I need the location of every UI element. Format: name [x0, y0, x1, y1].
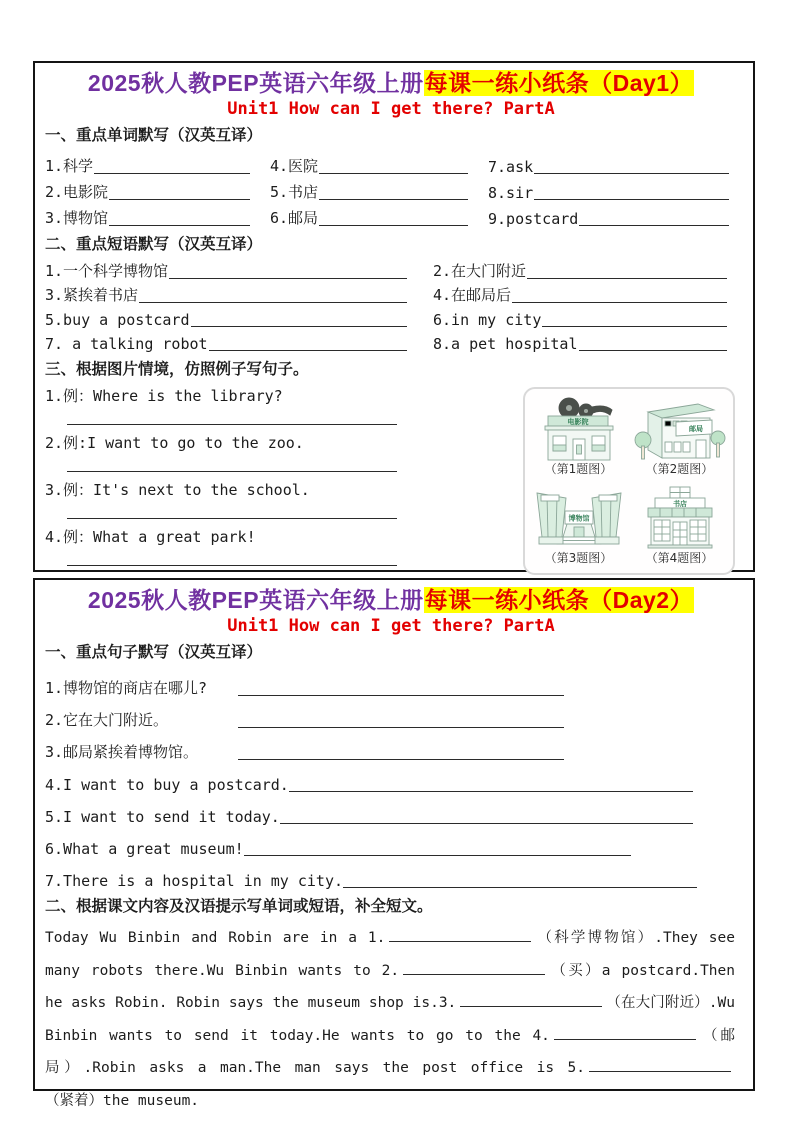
sentence-item — [45, 794, 737, 826]
chinese-hint: （科学博物馆） — [535, 930, 655, 946]
day2-card — [33, 578, 755, 1109]
picture-cell — [631, 485, 728, 570]
building-sign: 博物馆 — [568, 514, 589, 523]
day1-phrases-heading: 二、重点短语默写（汉英互译） — [45, 235, 263, 253]
phrase-label: 3.紧挨着书店 — [45, 286, 139, 304]
word-item — [45, 176, 270, 202]
answer-blank — [527, 278, 727, 279]
phrase-item — [45, 329, 433, 353]
phrase-label: 2.在大门附近 — [433, 262, 527, 280]
chinese-hint: （紧着） — [45, 1092, 103, 1109]
picture-cell — [631, 396, 728, 481]
answer-blank — [579, 225, 729, 226]
answer-blank — [289, 791, 693, 792]
day1-writing-heading: 三、根据图片情境，仿照例子写句子。 — [45, 360, 309, 378]
day1-writing-section — [45, 385, 737, 575]
post-office-illustration — [634, 396, 726, 462]
answer-blank — [109, 225, 250, 226]
word-label: 1.科学 — [45, 157, 94, 175]
example-sentence: 4.例：What a great park! — [45, 528, 256, 546]
answer-blank — [238, 727, 564, 728]
word-item — [488, 202, 737, 228]
day1-unit-subtitle: Unit1 How can I get there? PartA — [227, 99, 555, 119]
chinese-hint: （在大门附近） — [606, 995, 709, 1011]
answer-blank — [542, 326, 727, 327]
answer-blank — [319, 173, 468, 174]
example-block — [45, 434, 523, 472]
picture-caption: （第1题图） — [544, 462, 613, 476]
answer-line — [67, 424, 397, 425]
phrase-item — [45, 257, 433, 281]
answer-blank — [343, 887, 697, 888]
sentence-label: 4.I want to buy a postcard. — [45, 776, 289, 794]
cloze-blank — [460, 993, 602, 1007]
cloze-blank — [554, 1026, 696, 1040]
example-block — [45, 387, 523, 425]
cloze-passage — [45, 922, 735, 1117]
cloze-text: .They see many robots there.Wu Binbin wants to 2. — [45, 930, 735, 979]
word-item — [45, 202, 270, 228]
answer-blank — [534, 199, 729, 200]
day2-sentences-heading: 一、重点句子默写（汉英互译） — [45, 643, 263, 661]
word-label: 3.博物馆 — [45, 209, 109, 227]
phrase-label: 6.in my city — [433, 311, 542, 329]
word-item — [270, 202, 488, 228]
day2-cloze-heading: 二、根据课文内容及汉语提示写单词或短语，补全短文。 — [45, 897, 433, 915]
answer-blank — [244, 855, 631, 856]
word-label: 5.书店 — [270, 183, 319, 201]
sentence-item — [45, 826, 737, 858]
example-sentence: 2.例:I want to go to the zoo. — [45, 434, 304, 452]
picture-caption: （第2题图） — [645, 462, 714, 476]
sentence-item — [45, 762, 737, 794]
answer-blank — [319, 225, 468, 226]
phrase-item — [433, 257, 737, 281]
word-label: 6.邮局 — [270, 209, 319, 227]
answer-blank — [238, 759, 564, 760]
day2-unit-subtitle: Unit1 How can I get there? PartA — [227, 616, 555, 636]
example-sentence: 3.例：It's next to the school. — [45, 481, 310, 499]
answer-blank — [238, 695, 564, 696]
chinese-hint: （买） — [549, 962, 602, 979]
answer-blank — [319, 199, 468, 200]
day1-card — [33, 61, 755, 572]
cloze-blank — [589, 1058, 731, 1072]
sentence-item — [45, 730, 737, 762]
answer-blank — [209, 350, 407, 351]
cloze-text: .Wu Binbin wants to send it today.He wants to go to the 4. — [45, 995, 735, 1044]
museum-illustration — [533, 485, 625, 551]
sentence-item — [45, 698, 737, 730]
phrase-item — [45, 281, 433, 305]
day2-title — [45, 587, 737, 614]
answer-blank — [534, 173, 729, 174]
word-label: 9.postcard — [488, 210, 579, 228]
cloze-text: Today Wu Binbin and Robin are in a 1. — [45, 930, 386, 946]
cloze-text: .Robin asks a man.The man says the post office is 5. — [83, 1060, 586, 1076]
chinese-hint: （邮局） — [45, 1027, 736, 1076]
answer-blank — [512, 302, 727, 303]
answer-blank — [169, 278, 407, 279]
building-sign: 邮局 — [688, 425, 703, 433]
word-label: 7.ask — [488, 158, 534, 176]
sentence-label: 6.What a great museum! — [45, 840, 244, 858]
example-list — [45, 385, 523, 575]
sentence-label: 7.There is a hospital in my city. — [45, 872, 344, 890]
day2-sentence-list — [45, 666, 737, 890]
day1-phrases-grid — [45, 257, 737, 353]
answer-blank — [191, 326, 408, 327]
word-item — [488, 176, 737, 202]
cloze-text: the museum. — [103, 1092, 200, 1109]
word-label: 4.医院 — [270, 157, 319, 175]
phrase-item — [433, 305, 737, 329]
day2-title-main: 2025秋人教PEP英语六年级上册 — [87, 587, 424, 613]
sentence-label: 2.它在大门附近。 — [45, 711, 169, 729]
cloze-blank — [389, 928, 531, 942]
sentence-label: 5.I want to send it today. — [45, 808, 280, 826]
picture-cell — [530, 396, 627, 481]
cinema-illustration — [533, 396, 625, 462]
sentence-item — [45, 858, 737, 890]
answer-blank — [579, 350, 728, 351]
bookstore-illustration — [634, 485, 726, 551]
cloze-text: a postcard.Then he asks Robin. Robin says the museum shop is.3. — [45, 962, 735, 1011]
phrase-label: 4.在邮局后 — [433, 286, 512, 304]
day1-words-heading: 一、重点单词默写（汉英互译） — [45, 126, 263, 144]
answer-blank — [280, 823, 693, 824]
word-item — [45, 150, 270, 176]
example-sentence: 1.例：Where is the library? — [45, 387, 283, 405]
picture-cell — [530, 485, 627, 570]
sentence-label: 1.博物馆的商店在哪儿? — [45, 679, 208, 697]
picture-caption: （第3题图） — [544, 551, 613, 565]
word-label: 8.sir — [488, 184, 534, 202]
phrase-label: 8.a pet hospital — [433, 335, 578, 353]
day2-title-highlight: 每课一练小纸条（Day2） — [424, 587, 694, 613]
phrase-label: 1.一个科学博物馆 — [45, 262, 169, 280]
day1-title-main: 2025秋人教PEP英语六年级上册 — [87, 70, 424, 96]
word-item — [270, 176, 488, 202]
word-item — [270, 150, 488, 176]
example-block — [45, 528, 523, 566]
sentence-item — [45, 666, 737, 698]
day1-title — [45, 70, 737, 97]
building-sign: 电影院 — [567, 418, 588, 426]
sentence-label: 3.邮局紧挨着博物馆。 — [45, 743, 199, 761]
day1-words-grid — [45, 150, 737, 228]
phrase-label: 7. a talking robot — [45, 335, 208, 353]
word-label: 2.电影院 — [45, 183, 109, 201]
phrase-label: 5.buy a postcard — [45, 311, 190, 329]
cloze-blank — [403, 961, 545, 975]
picture-caption: （第4题图） — [645, 551, 714, 565]
answer-blank — [94, 173, 250, 174]
phrase-item — [433, 281, 737, 305]
answer-blank — [139, 302, 407, 303]
answer-line — [67, 471, 397, 472]
building-sign: 书店 — [672, 500, 687, 508]
phrase-item — [45, 305, 433, 329]
answer-line — [67, 565, 397, 566]
day1-title-highlight: 每课一练小纸条（Day1） — [424, 70, 694, 96]
answer-line — [67, 518, 397, 519]
picture-panel — [523, 387, 735, 575]
example-block — [45, 481, 523, 519]
answer-blank — [109, 199, 250, 200]
phrase-item — [433, 329, 737, 353]
word-item — [488, 150, 737, 176]
